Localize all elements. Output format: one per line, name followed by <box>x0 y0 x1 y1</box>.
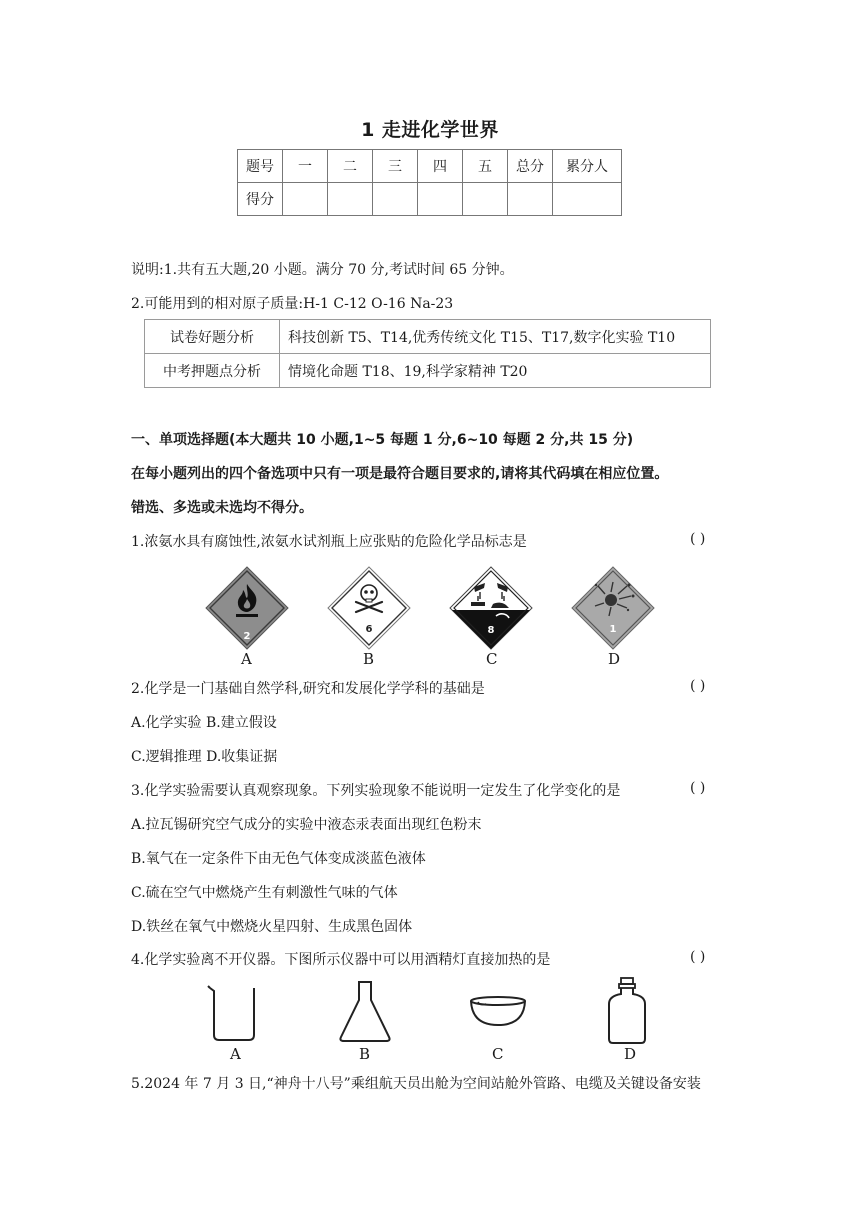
section-heading: 一、单项选择题(本大题共 10 小题,1~5 每题 1 分,6~10 每题 2 分,共 15 分) <box>131 432 634 448</box>
sign-number: 1 <box>609 624 617 635</box>
evaporating-dish-icon <box>468 995 528 1029</box>
analysis-label: 试卷好题分析 <box>145 320 280 354</box>
section-instruction-1: 在每小题列出的四个备选项中只有一项是最符合题目要求的,请将其代码填在相应位置。 <box>131 466 669 482</box>
sign-label-c: C <box>486 650 498 668</box>
score-header-cell: 二 <box>328 150 373 183</box>
score-row-label: 得分 <box>238 183 283 216</box>
page-title: 1 走进化学世界 <box>361 119 499 141</box>
hazard-sign-b <box>327 566 411 650</box>
score-table <box>237 149 622 216</box>
beaker-icon <box>208 985 260 1043</box>
score-cell[interactable] <box>418 183 463 216</box>
score-cell[interactable] <box>508 183 553 216</box>
score-header-cell: 累分人 <box>553 150 622 183</box>
question-3-stem: 3.化学实验需要认真观察现象。下列实验现象不能说明一定发生了化学变化的是 <box>131 783 621 799</box>
analysis-value: 情境化命题 T18、19,科学家精神 T20 <box>280 354 711 388</box>
sign-label-b: B <box>363 650 375 668</box>
reagent-bottle-icon <box>606 976 648 1046</box>
sign-number: 8 <box>487 625 495 636</box>
sign-label-a: A <box>241 650 252 668</box>
question-3-option-a: A.拉瓦锡研究空气成分的实验中液态汞表面出现红色粉末 <box>131 817 482 833</box>
instrument-label-d: D <box>624 1045 637 1063</box>
score-cell[interactable] <box>463 183 508 216</box>
analysis-row <box>145 354 711 388</box>
question-3-option-d: D.铁丝在氧气中燃烧火星四射、生成黑色固体 <box>131 919 413 935</box>
question-3-option-c: C.硫在空气中燃烧产生有刺激性气味的气体 <box>131 885 398 901</box>
conical-flask-icon <box>338 980 392 1044</box>
instrument-label-a: A <box>230 1045 241 1063</box>
score-header-cell: 四 <box>418 150 463 183</box>
hazard-sign-a <box>205 566 289 650</box>
score-header-cell: 题号 <box>238 150 283 183</box>
score-header-cell: 三 <box>373 150 418 183</box>
question-2-options-row1: A.化学实验 B.建立假设 <box>131 715 277 731</box>
score-header-cell: 总分 <box>508 150 553 183</box>
analysis-value: 科技创新 T5、T14,优秀传统文化 T15、T17,数字化实验 T10 <box>280 320 711 354</box>
score-header-cell: 一 <box>283 150 328 183</box>
question-4-stem: 4.化学实验离不开仪器。下图所示仪器中可以用酒精灯直接加热的是 <box>131 952 551 968</box>
analysis-label: 中考押题点分析 <box>145 354 280 388</box>
question-2-options-row2: C.逻辑推理 D.收集证据 <box>131 749 278 765</box>
exam-notes-line2: 2.可能用到的相对原子质量:H-1 C-12 O-16 Na-23 <box>131 296 454 312</box>
answer-blank-q2[interactable]: ( ) <box>690 678 706 694</box>
score-cell[interactable] <box>283 183 328 216</box>
question-1-stem: 1.浓氨水具有腐蚀性,浓氨水试剂瓶上应张贴的危险化学品标志是 <box>131 534 527 550</box>
score-table-header-row <box>238 150 622 183</box>
score-cell[interactable] <box>328 183 373 216</box>
score-header-cell: 五 <box>463 150 508 183</box>
score-cell[interactable] <box>373 183 418 216</box>
answer-blank-q1[interactable]: ( ) <box>690 531 706 547</box>
section-instruction-2: 错选、多选或未选均不得分。 <box>131 500 313 516</box>
answer-blank-q4[interactable]: ( ) <box>690 949 706 965</box>
analysis-table <box>144 319 711 388</box>
exam-notes-line1: 说明:1.共有五大题,20 小题。满分 70 分,考试时间 65 分钟。 <box>131 262 514 278</box>
question-2-stem: 2.化学是一门基础自然学科,研究和发展化学学科的基础是 <box>131 681 485 697</box>
hazard-sign-d <box>571 566 655 650</box>
instrument-label-b: B <box>359 1045 371 1063</box>
question-5-stem: 5.2024 年 7 月 3 日,“神舟十八号”乘组航天员出舱为空间站舱外管路、电缆及关键设备安装 <box>131 1076 701 1092</box>
sign-label-d: D <box>608 650 621 668</box>
hazard-sign-c <box>449 566 533 650</box>
sign-number: 6 <box>365 624 373 635</box>
question-3-option-b: B.氧气在一定条件下由无色气体变成淡蓝色液体 <box>131 851 426 867</box>
answer-blank-q3[interactable]: ( ) <box>690 780 706 796</box>
score-cell[interactable] <box>553 183 622 216</box>
sign-number: 2 <box>243 631 251 642</box>
score-table-score-row <box>238 183 622 216</box>
analysis-row <box>145 320 711 354</box>
instrument-label-c: C <box>492 1045 504 1063</box>
